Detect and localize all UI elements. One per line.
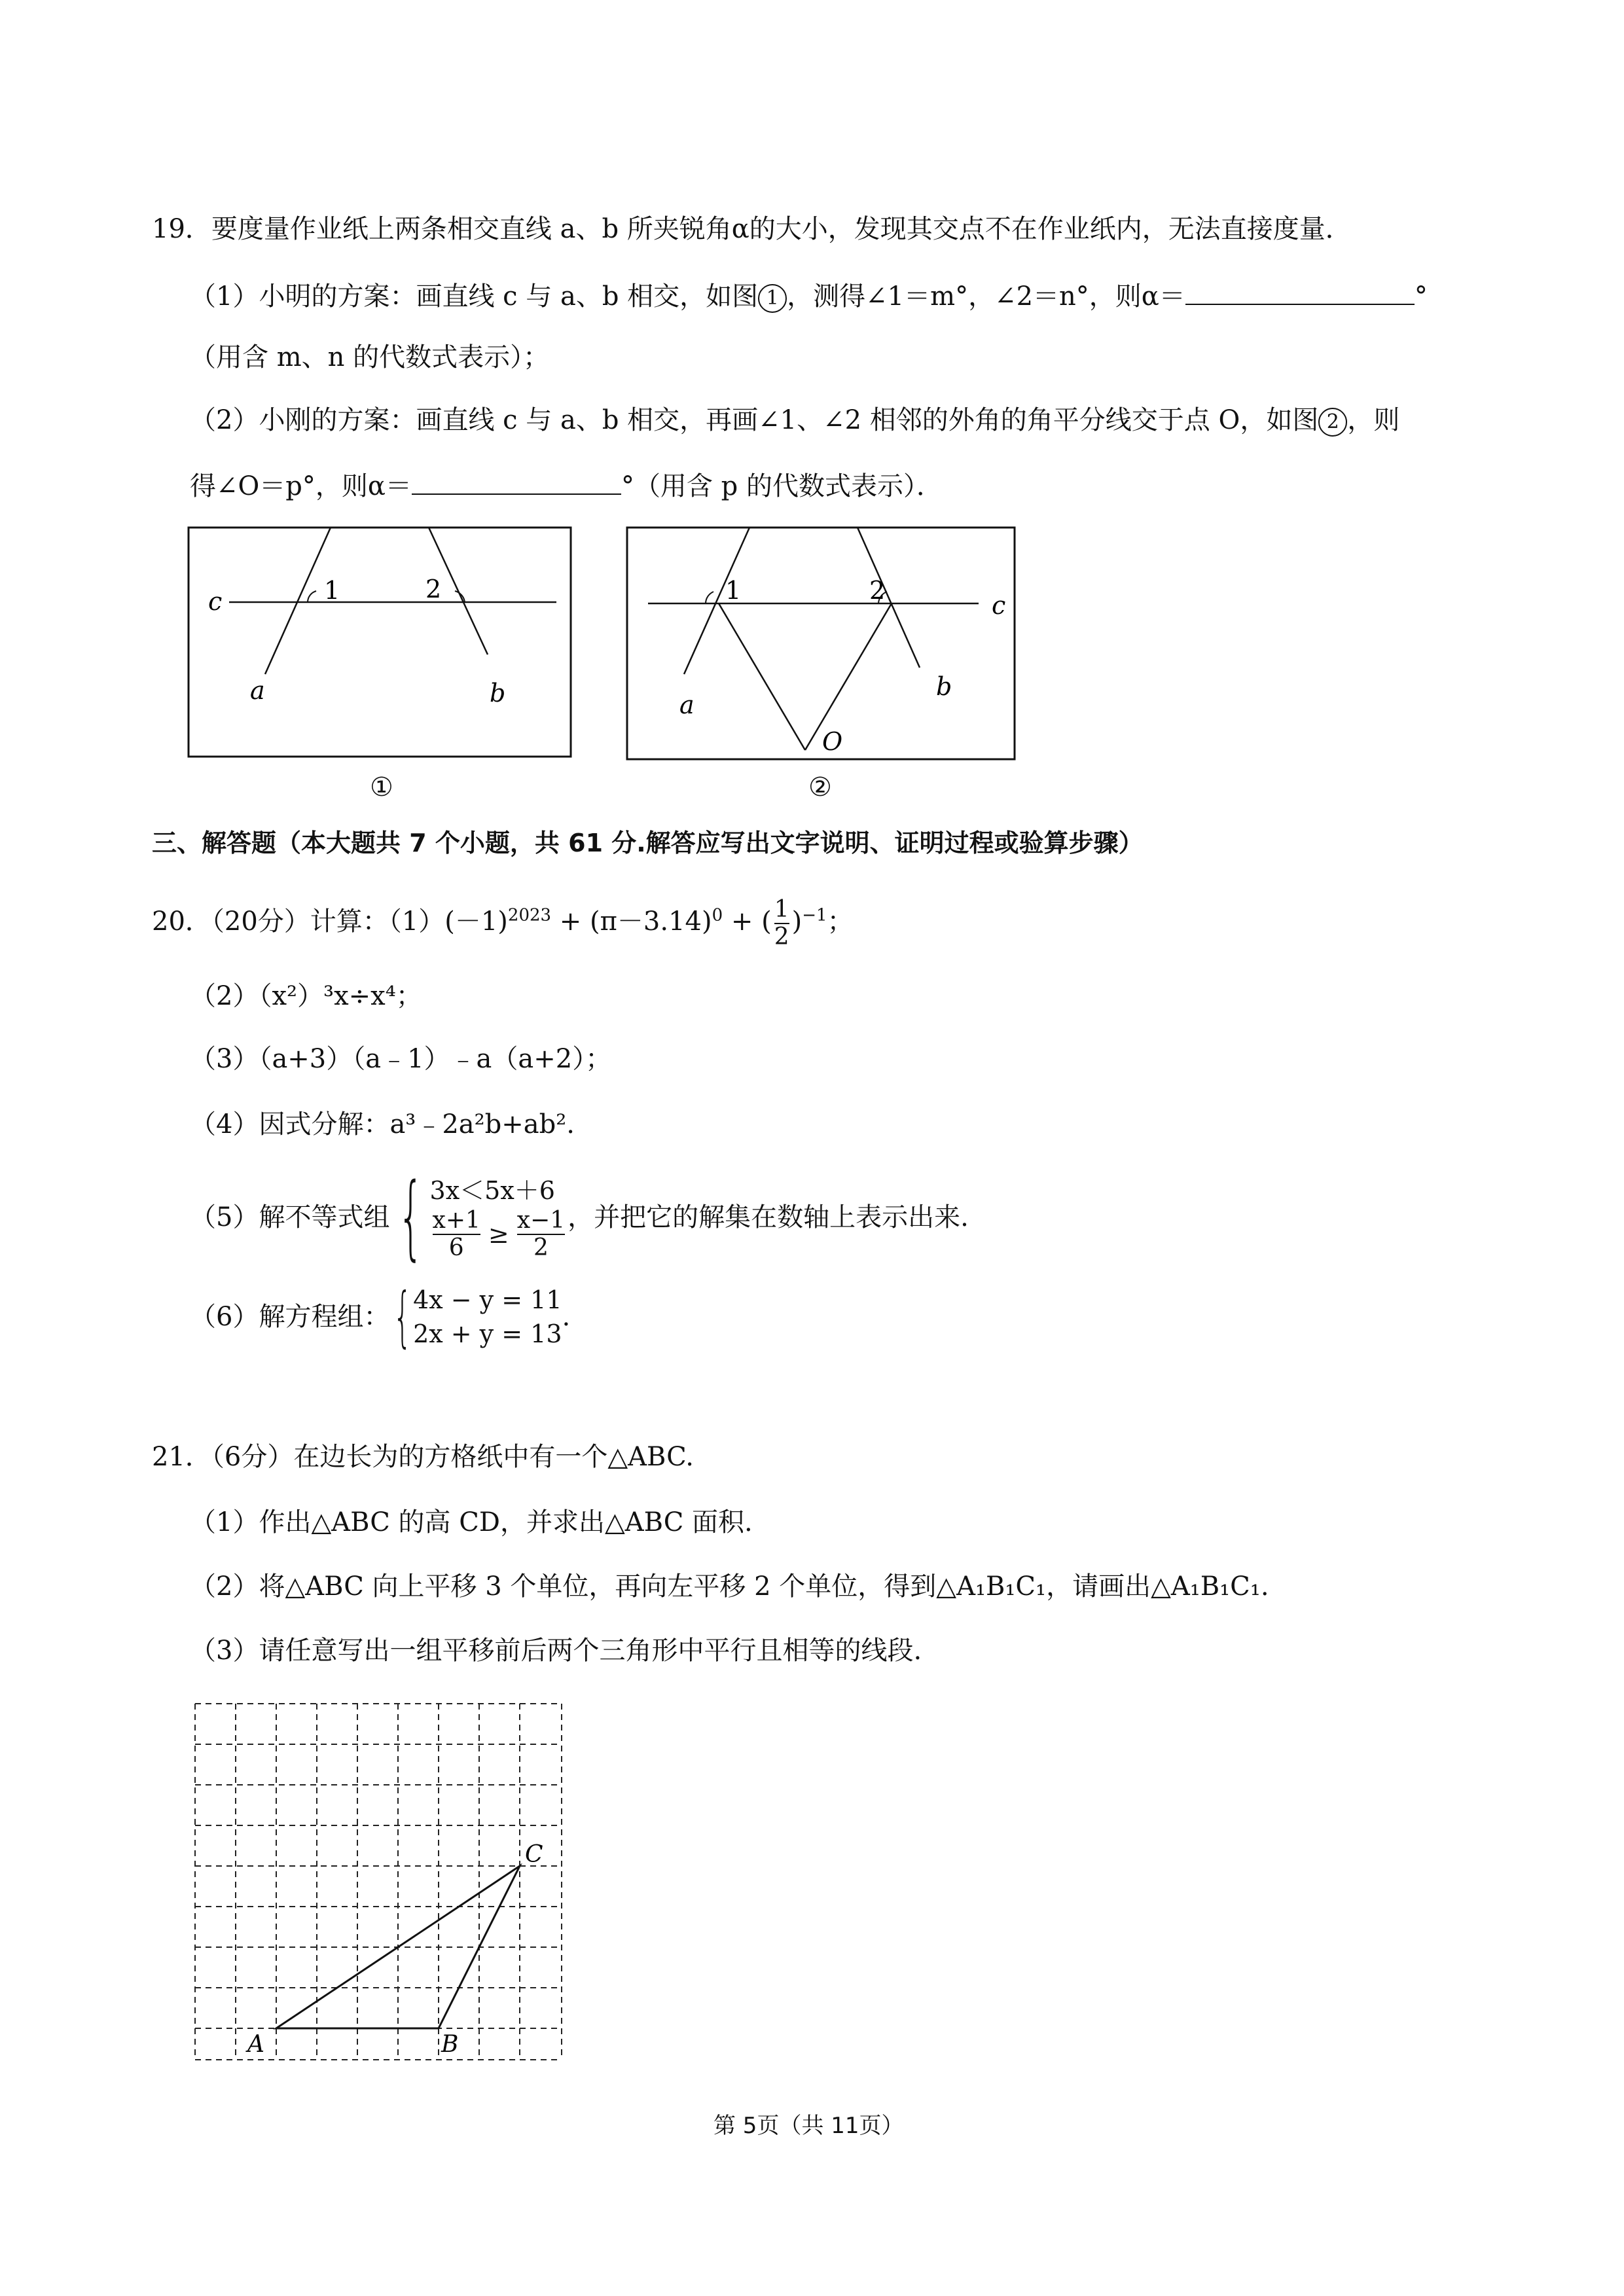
frac2-denominator: 2 [533,1234,549,1261]
q20-part5 [190,1164,969,1270]
q21-part1: （1）作出△ABC 的高 CD，并求出△ABC 面积. [190,1507,753,1537]
circled-number-1: 1 [758,284,787,313]
inequality-line-2 [430,1208,568,1261]
fig1-label-a: a [250,676,265,705]
q19-stem: 19．要度量作业纸上两条相交直线 a、b 所夹锐角α的大小，发现其交点不在作业纸内，无法直接度量． [152,214,1352,244]
inequality-line-1: 3x＜5x＋6 [429,1176,555,1205]
fig2-angle-arc-1 [706,592,713,603]
fraction-denominator: 2 [774,924,789,950]
q20-part6 [190,1278,571,1355]
fig2-bisector-2 [805,603,892,750]
q19-part1-text-b: ，测得∠1＝m°，∠2＝n°，则α＝ [787,281,1185,312]
dashed-grid [195,1704,562,2060]
fig1-label-b: b [490,679,506,708]
fig2-label-O: O [822,727,843,756]
grid-figure [190,1698,569,2065]
fig2-label-1: 1 [725,576,742,605]
answer-blank-2[interactable] [412,467,621,495]
fig1-frame [189,528,571,757]
section-3-heading: 三、解答题（本大题共 7 个小题，共 61 分.解答应写出文字说明、证明过程或验算步骤） [152,829,1144,857]
fig1-line-a [265,528,331,674]
fig1-label-c: c [208,587,223,616]
inequality-system [389,1164,568,1270]
q19-part2-text-c: 得∠O＝p°，则α＝ [190,471,412,501]
fraction-numerator: 1 [774,896,789,923]
q20-part3: （3）（a+3）（a﹣1）﹣a（a+2）； [190,1044,612,1074]
fig2-caption: ② [808,772,832,802]
q20-part5-text-a: （5）解不等式组 [190,1202,390,1232]
q20-fraction-half [774,897,789,950]
q19-part2-text-a: （2）小刚的方案：画直线 c 与 a、b 相交，再画∠1、∠2 相邻的外角的角平分线交于点 O，如图 [190,405,1319,435]
q19-part1-note: （用含 m、n 的代数式表示）； [190,342,550,372]
equation-line-1: 4x − y = 11 [413,1285,562,1314]
q19-part1-text-a: （1）小明的方案：画直线 c 与 a、b 相交，如图 [190,281,759,312]
fig2-label-b: b [936,672,952,701]
equation-line-2: 2x + y = 13 [413,1319,562,1348]
q20-expr1-c: + ( [723,906,772,937]
fig2-bisector-1 [719,603,805,750]
q20-expr1-b: + (π－3.14) [551,906,712,937]
q21-part3: （3）请任意写出一组平移前后两个三角形中平行且相等的线段. [190,1636,922,1666]
frac1-numerator: x+1 [432,1207,480,1234]
q20-stem: 20．（20分）计算：（1） [152,906,445,937]
q19-part1 [190,278,1428,314]
q20-part5-text-b: ，并把它的解集在数轴上表示出来. [568,1202,969,1232]
q19-part2-text-d: °（用含 p 的代数式表示）． [621,471,943,501]
q20-part6-end: . [562,1302,571,1332]
q19-part2-text-b: ，则 [1347,405,1400,435]
fig1-label-2: 2 [425,575,442,603]
fig1-label-1: 1 [324,576,340,605]
q21-part2: （2）将△ABC 向上平移 3 个单位，再向左平移 2 个单位，得到△A₁B₁C₁，请画出△A₁B₁C₁. [190,1571,1269,1602]
figure-2 [622,524,1021,766]
label-C: C [525,1841,543,1868]
fig1-caption: ① [370,772,393,802]
fig2-label-a: a [679,691,695,719]
q20-expr1-d: ) [791,906,803,937]
figure-1 [183,524,576,759]
brace-icon: { [393,1278,412,1355]
equation-system [389,1278,562,1355]
q19-part2 [190,403,1399,437]
q20-part1 [152,897,854,950]
ge-sign: ≥ [488,1220,509,1249]
fig2-label-c: c [992,591,1006,620]
q19-part2-cont [190,467,943,503]
q21-stem: 21．（6分）在边长为的方格纸中有一个△ABC. [152,1442,695,1472]
q20-exp-2023: 2023 [507,905,552,925]
brace-icon: { [397,1164,425,1270]
q19-part1-deg: ° [1414,281,1428,312]
q20-expr1-end: ； [827,906,854,937]
q20-expr1-a: (－1) [444,906,508,937]
q20-exp-neg1: −1 [802,905,827,925]
frac1-denominator: 6 [448,1234,464,1261]
answer-blank-1[interactable] [1185,278,1415,305]
frac2-numerator: x−1 [516,1207,566,1234]
q20-part2: （2）（x²）³x÷x⁴； [190,981,422,1011]
label-B: B [441,2031,459,2058]
circled-number-2: 2 [1318,408,1347,437]
fig2-label-2: 2 [869,576,886,605]
fig1-angle-arc-1 [308,591,316,602]
q20-part4: （4）因式分解：a³﹣2a²b+ab². [190,1109,575,1139]
label-A: A [247,2031,264,2058]
q20-part6-text-a: （6）解方程组： [190,1302,390,1332]
q20-exp-0: 0 [712,905,723,925]
page-footer: 第 5页（共 11页） [713,2113,904,2139]
